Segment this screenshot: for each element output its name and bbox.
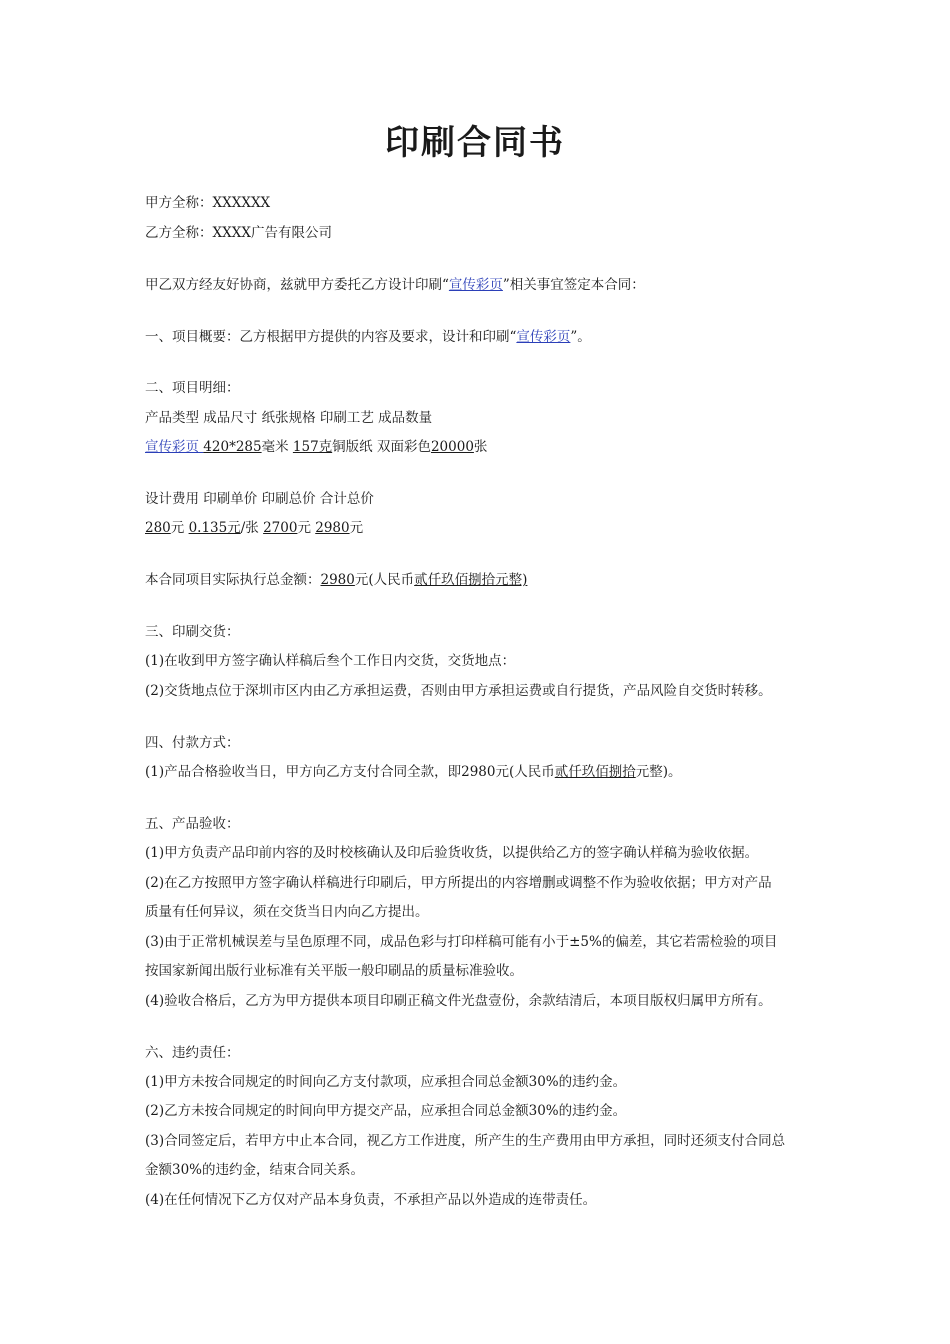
section4-heading: 四、付款方式： [145, 735, 240, 751]
section6-heading: 六、违约责任： [145, 1045, 240, 1061]
section5-line: 按国家新闻出版行业标准有关平版一般印刷品的质量标准验收。 [145, 963, 523, 979]
intro-paragraph [145, 275, 815, 295]
section3-item: (1)在收到甲方签字确认样稿后叁个工作日内交货，交货地点： [145, 653, 516, 669]
table1-size-value: 420*285 [203, 439, 262, 455]
table1-process: 双面彩色 [376, 439, 431, 455]
total-amount-line [145, 570, 815, 590]
section5-line: (2)在乙方按照甲方签字确认样稿进行印刷后，甲方所提出的内容增删或调整不作为验收依据；甲方对产品 [145, 875, 772, 891]
party-a-line: 甲方全称：XXXXXX [145, 195, 271, 211]
section5-line: 质量有任何异议，须在交货当日内向乙方提出。 [145, 904, 429, 920]
table2-unit-price-unit: /张 [240, 520, 259, 536]
table2-print-total-value: 2700 [263, 520, 298, 536]
section6-line: 金额30%的违约金，结束合同关系。 [145, 1162, 365, 1178]
document-title: 印刷合同书 [385, 123, 565, 163]
intro-prefix: 甲乙双方经友好协商，兹就甲方委托乙方设计印刷“ [145, 277, 449, 293]
section1-product-link[interactable]: 宣传彩页 [516, 329, 571, 345]
table2-total-value: 2980 [315, 520, 350, 536]
table2-design-unit: 元 [170, 520, 185, 536]
table1-row [145, 437, 815, 457]
intro-product-link[interactable]: 宣传彩页 [448, 277, 503, 293]
table1-qty-unit: 张 [473, 439, 488, 455]
section1-overview [145, 327, 815, 347]
total-amount-words: 贰仟玖佰捌拾元整) [414, 572, 528, 588]
table1-paper-value: 157克 [292, 439, 333, 455]
table1-size-unit: 毫米 [261, 439, 289, 455]
table2-design-value: 280 [145, 520, 171, 536]
intro-suffix: ”相关事宜签定本合同： [502, 277, 645, 293]
table2-total-unit: 元 [349, 520, 364, 536]
total-amount: 2980 [320, 572, 355, 588]
section6-line: (1)甲方未按合同规定的时间向乙方支付款项，应承担合同总金额30%的违约金。 [145, 1074, 627, 1090]
section6-line: (3)合同签定后，若甲方中止本合同，视乙方工作进度，所产生的生产费用由甲方承担，同时还须支付合同总 [145, 1133, 786, 1149]
table2-unit-price-value: 0.135元 [188, 520, 241, 536]
table1-product-link[interactable]: 宣传彩页 [145, 439, 199, 455]
table1-paper-unit: 铜版纸 [332, 439, 373, 455]
section3-heading: 三、印刷交货： [145, 624, 240, 640]
section5-heading: 五、产品验收： [145, 816, 240, 832]
section4-item-prefix: (1)产品合格验收当日，甲方向乙方支付合同全款，即2980元(人民币 [145, 764, 555, 780]
section6-line: (2)乙方未按合同规定的时间向甲方提交产品，应承担合同总金额30%的违约金。 [145, 1103, 627, 1119]
table1-qty-value: 20000 [430, 439, 474, 455]
total-prefix: 本合同项目实际执行总金额： [145, 572, 321, 588]
section1-prefix: 一、项目概要：乙方根据甲方提供的内容及要求，设计和印刷“ [145, 329, 517, 345]
section6-line: (4)在任何情况下乙方仅对产品本身负责，不承担产品以外造成的连带责任。 [145, 1192, 597, 1208]
section5-line: (4)验收合格后，乙方为甲方提供本项目印刷正稿文件光盘壹份，余款结清后，本项目版权归属甲方所有。 [145, 993, 772, 1009]
table1-header: 产品类型 成品尺寸 纸张规格 印刷工艺 成品数量 [145, 410, 433, 426]
section3-item: (2)交货地点位于深圳市区内由乙方承担运费，否则由甲方承担运费或自行提货，产品风险自交货时转移。 [145, 683, 772, 699]
section4-item [145, 762, 815, 782]
total-mid: 元(人民币 [354, 572, 415, 588]
section5-line: (3)由于正常机械误差与呈色原理不同，成品色彩与打印样稿可能有小于±5%的偏差，其它若需检验的项目 [145, 934, 778, 950]
table2-print-total-unit: 元 [297, 520, 311, 536]
section2-heading: 二、项目明细： [145, 380, 240, 396]
table2-header: 设计费用 印刷单价 印刷总价 合计总价 [145, 491, 374, 507]
section5-line: (1)甲方负责产品印前内容的及时校核确认及印后验货收货，以提供给乙方的签字确认样稿为验收依据。 [145, 845, 759, 861]
section4-item-suffix: 元整)。 [635, 764, 682, 780]
section4-amount-words: 贰仟玖佰捌拾 [554, 764, 636, 780]
table2-row [145, 518, 815, 538]
section1-suffix: ”。 [570, 329, 591, 345]
party-b-line: 乙方全称：XXXX广告有限公司 [145, 225, 332, 241]
